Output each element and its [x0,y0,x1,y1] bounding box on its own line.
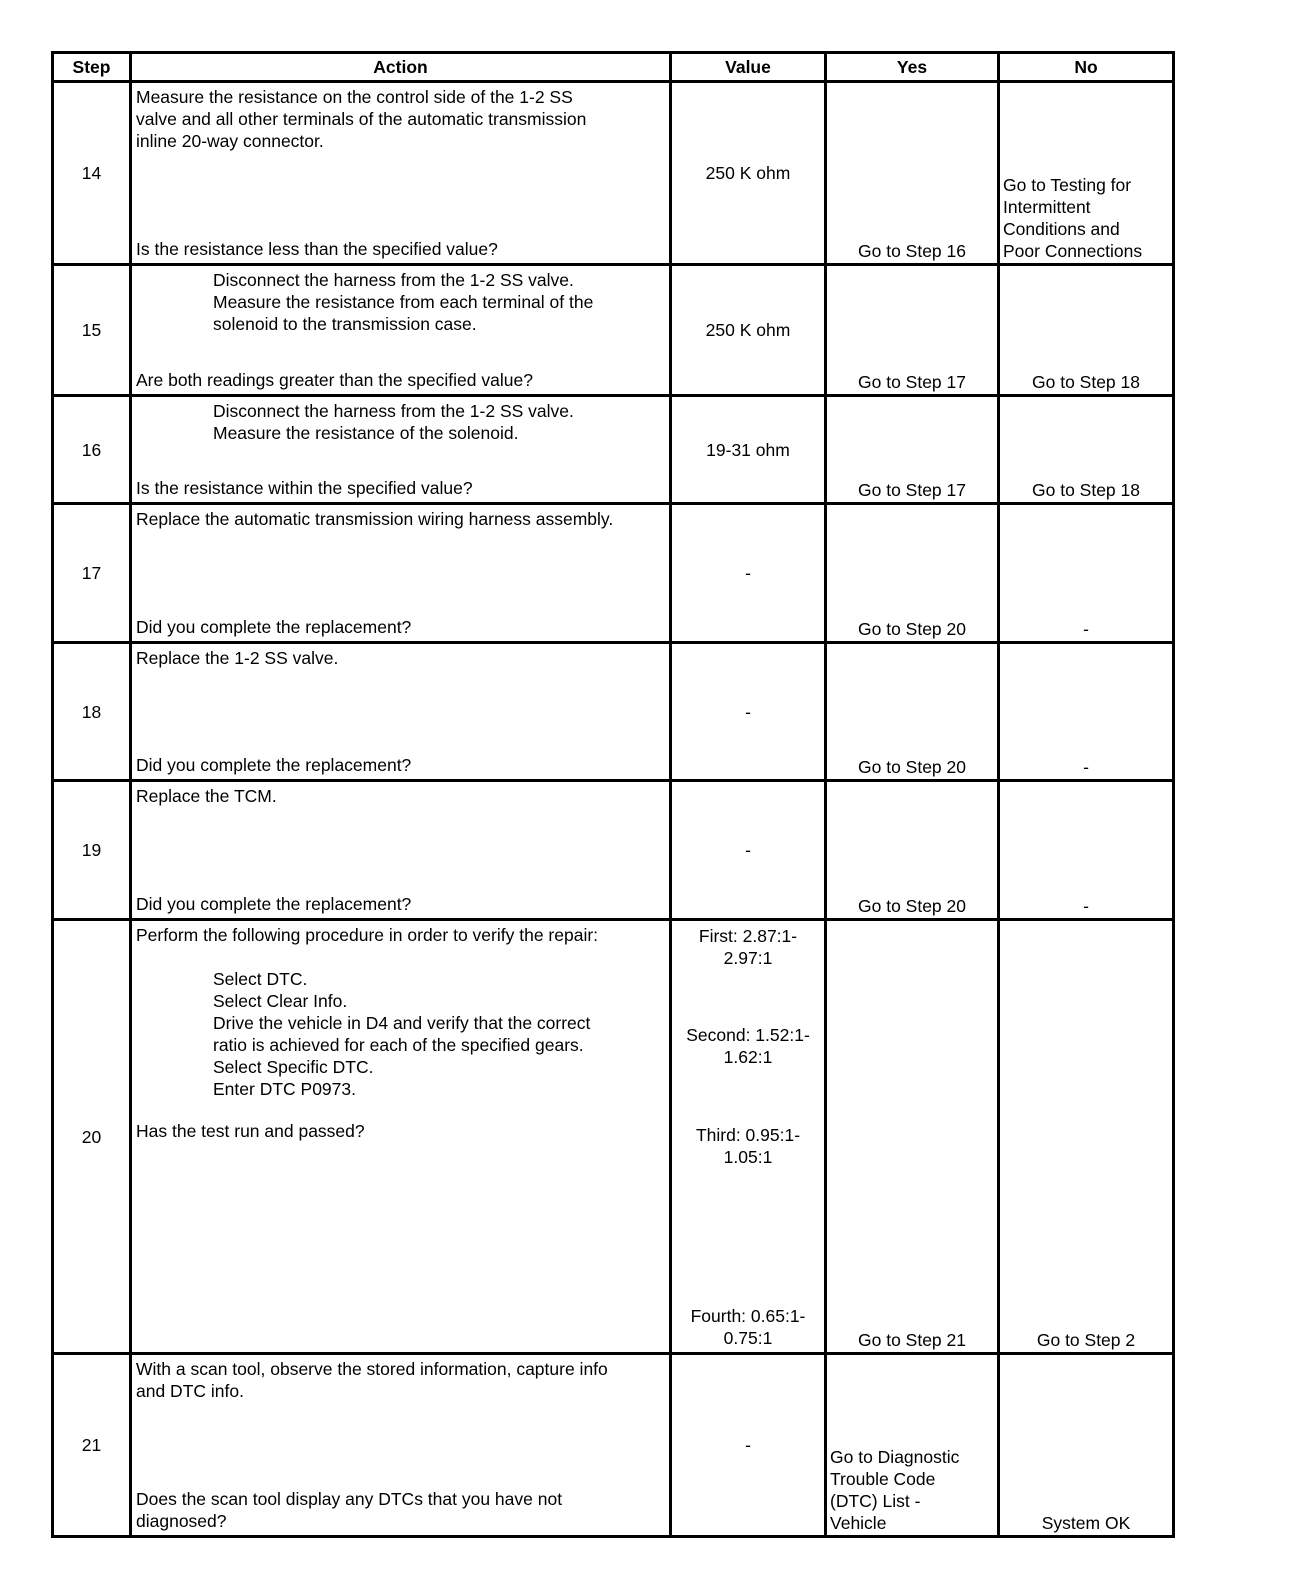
procedure-step: Drive the vehicle in D4 and verify that the correct [213,1013,591,1033]
action-cell [131,265,671,396]
step-number: 20 [53,920,131,1354]
action-cell [131,1354,671,1537]
no-text: Go to Testing for [1003,175,1132,195]
action-text: Perform the following procedure in order to verify the repair: [136,925,599,945]
header-value: Value [671,53,826,82]
gear-ratio-third: Third: 0.95:1- 1.05:1 [695,1124,801,1167]
table-row [53,643,1174,781]
action-question: Did you complete the replacement? [136,617,412,637]
step-number: 14 [53,82,131,265]
action-cell [131,396,671,504]
action-question: diagnosed? [136,1511,227,1531]
no-text: Poor Connections [1003,241,1143,261]
value-cell [671,920,826,1354]
diagnostic-table [51,51,1175,1538]
no-cell: - [999,781,1174,920]
table-row [53,781,1174,920]
gear-ratio-second: Second: 1.52:1- 1.62:1 [686,1025,810,1068]
action-question: Does the scan tool display any DTCs that you have not [136,1489,563,1509]
action-text: Replace the automatic transmission wiring harness assembly. [136,509,614,529]
action-text: Replace the TCM. [136,786,277,806]
no-cell: Go to Step 18 [999,396,1174,504]
yes-cell: Go to Step 20 [826,643,999,781]
yes-cell: Go to Step 17 [826,265,999,396]
yes-text: (DTC) List - [830,1491,921,1511]
no-text: Conditions and [1003,219,1120,239]
action-text: inline 20-way connector. [136,131,324,151]
yes-cell: Go to Step 21 [826,920,999,1354]
action-question: Has the test run and passed? [136,1121,365,1141]
action-cell [131,920,671,1354]
action-cell [131,643,671,781]
table-row [53,265,1174,396]
yes-cell: Go to Step 20 [826,781,999,920]
value-cell: 19-31 ohm [671,396,826,504]
yes-text: Vehicle [830,1513,887,1533]
action-text: Disconnect the harness from the 1-2 SS valve. [213,401,574,421]
yes-cell: Go to Step 16 [826,82,999,265]
step-number: 21 [53,1354,131,1537]
step-number: 19 [53,781,131,920]
yes-text: Go to Diagnostic [830,1447,960,1467]
yes-text: Trouble Code [830,1469,936,1489]
table-row [53,1354,1174,1537]
action-text: solenoid to the transmission case. [213,314,477,334]
action-text: valve and all other terminals of the automatic transmission [136,109,587,129]
header-step: Step [53,53,131,82]
value-cell: - [671,1354,826,1537]
yes-cell [826,1354,999,1537]
no-cell: - [999,643,1174,781]
action-text: and DTC info. [136,1381,244,1401]
action-cell [131,82,671,265]
action-cell [131,781,671,920]
table-row [53,504,1174,643]
header-no: No [999,53,1174,82]
value-cell: 250 K ohm [671,82,826,265]
table-row [53,82,1174,265]
header-yes: Yes [826,53,999,82]
no-text: Intermittent [1003,197,1091,217]
action-text: Measure the resistance on the control side of the 1-2 SS [136,87,573,107]
action-text: Measure the resistance from each terminal of the [213,292,594,312]
action-question: Is the resistance within the specified value? [136,478,473,498]
header-row [53,53,1174,82]
action-question: Is the resistance less than the specified value? [136,239,498,259]
header-action: Action [131,53,671,82]
table-row [53,396,1174,504]
no-cell [999,82,1174,265]
yes-cell: Go to Step 20 [826,504,999,643]
step-number: 18 [53,643,131,781]
action-question: Did you complete the replacement? [136,894,412,914]
yes-cell: Go to Step 17 [826,396,999,504]
action-question: Are both readings greater than the specified value? [136,370,533,390]
no-cell: - [999,504,1174,643]
value-cell: - [671,781,826,920]
gear-ratio-first: First: 2.87:1- 2.97:1 [698,926,798,968]
gear-ratio-fourth: Fourth: 0.65:1- 0.75:1 [690,1305,806,1348]
procedure-step: Select DTC. [213,969,308,989]
value-cell: - [671,643,826,781]
action-text: Disconnect the harness from the 1-2 SS valve. [213,270,574,290]
step-number: 15 [53,265,131,396]
action-cell [131,504,671,643]
table-row [53,920,1174,1354]
procedure-step: Enter DTC P0973. [213,1079,356,1099]
step-number: 16 [53,396,131,504]
action-text: Measure the resistance of the solenoid. [213,423,519,443]
no-cell: System OK [999,1354,1174,1537]
procedure-step: Select Specific DTC. [213,1057,374,1077]
value-cell: - [671,504,826,643]
action-text: With a scan tool, observe the stored information, capture info [136,1359,608,1379]
no-cell: Go to Step 18 [999,265,1174,396]
procedure-step: Select Clear Info. [213,991,348,1011]
no-cell: Go to Step 2 [999,920,1174,1354]
value-cell: 250 K ohm [671,265,826,396]
action-question: Did you complete the replacement? [136,755,412,775]
action-text: Replace the 1-2 SS valve. [136,648,339,668]
procedure-step: ratio is achieved for each of the specified gears. [213,1035,584,1055]
step-number: 17 [53,504,131,643]
procedure-list [136,968,665,1100]
